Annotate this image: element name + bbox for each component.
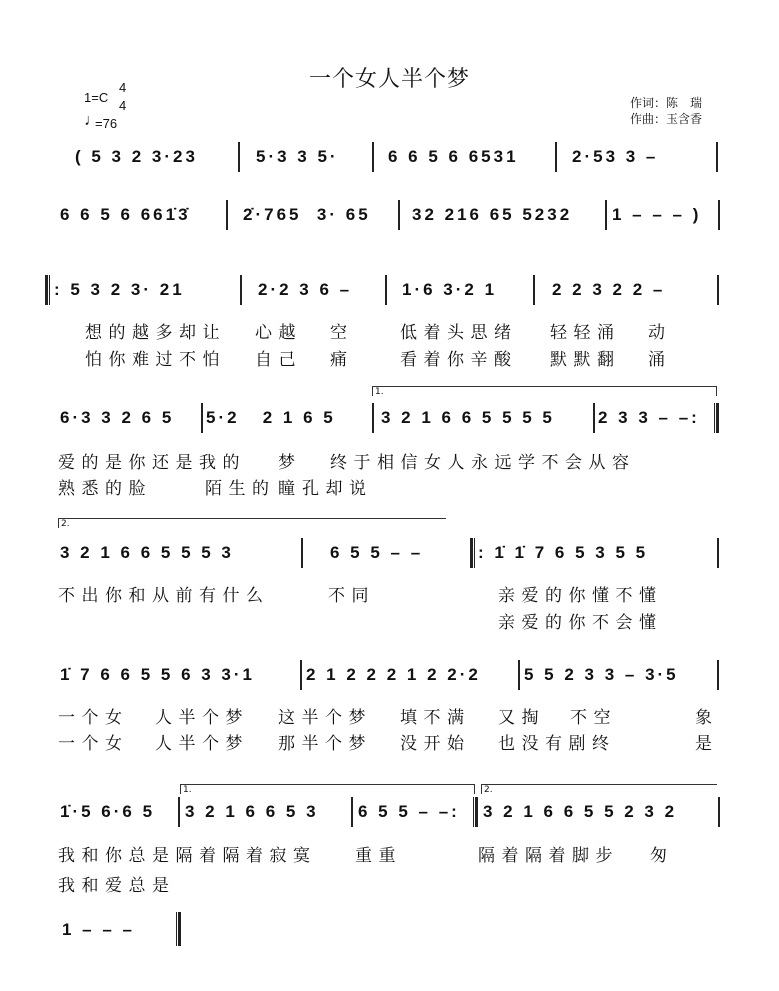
lyric: 瞳: [278, 479, 302, 499]
measure: 1·6 3·2 1: [402, 280, 498, 299]
measure: 1̇·5 6·6 5: [60, 802, 156, 821]
volta-1-bracket: 1.: [180, 784, 475, 794]
lyric: 痛: [330, 350, 354, 370]
measure: 3 2 1 6 6 5 3: [185, 802, 319, 821]
repeat-start: [45, 275, 50, 305]
volta-2-bracket: 2.: [58, 518, 446, 528]
volta-1-bracket: 1.: [372, 386, 717, 396]
tempo: =76: [95, 116, 118, 131]
measure: 2·2 3 6 –: [258, 280, 353, 299]
measure: 2̇·765 3· 65: [243, 205, 371, 224]
barline: [533, 275, 535, 305]
measure: : 1̇ 1̇ 7 6 5 3 5 5: [478, 543, 649, 562]
measure: 1̇ 7 6 6 5 5 6 3 3·1: [60, 665, 255, 684]
lyric: 想的越多却让: [85, 323, 226, 343]
lyric: 也没有剧终: [498, 734, 616, 754]
measure: 2 3 3 – –:: [598, 408, 700, 427]
lyric: 心越: [255, 323, 302, 343]
lyric: 涌: [648, 350, 672, 370]
measure: 1 – – –: [62, 920, 135, 939]
barline: [238, 142, 240, 172]
barline: [372, 403, 374, 433]
lyric: 梦: [278, 453, 302, 473]
lyric: 爱的是你还是我的: [58, 453, 246, 473]
barline: [240, 275, 242, 305]
barline: [518, 660, 520, 690]
measure: 3 2 1 6 6 5 5 2 3 2: [483, 802, 678, 821]
lyric: 亲爱的你懂不懂: [498, 586, 663, 606]
barline: [178, 797, 180, 827]
lyric: 隔着隔着脚步: [478, 846, 619, 866]
lyric: 默默翻: [550, 350, 621, 370]
lyric: 怕你难过不怕: [85, 350, 226, 370]
barline: [718, 797, 720, 827]
measure: 2·53 3 –: [572, 147, 659, 166]
measure: 3 2 1 6 6 5 5 5 3: [60, 543, 234, 562]
lyric: 陌生的: [205, 479, 276, 499]
lyric: 动: [648, 323, 672, 343]
lyric: 这半个梦: [278, 708, 372, 728]
lyric: 那半个梦: [278, 734, 372, 754]
barline: [385, 275, 387, 305]
barline: [351, 797, 353, 827]
lyric: 熟悉的脸: [58, 479, 152, 499]
measure: 5·3 3 5·: [256, 147, 339, 166]
measure: 5·2 2 1 6 5: [206, 408, 336, 427]
barline: [226, 200, 228, 230]
lyric: 不出你和从前有什么: [58, 586, 270, 606]
key-signature: 1=C: [84, 90, 109, 105]
measure: 6 5 5 – –: [330, 543, 424, 562]
barline: [605, 200, 607, 230]
lyric: 看着你辛酸: [400, 350, 518, 370]
lyric: 没开始: [400, 734, 471, 754]
barline: [201, 403, 203, 433]
barline: [717, 660, 719, 690]
final-barline: [176, 912, 181, 946]
lyric: 填不满: [400, 708, 471, 728]
measure: 32 216 65 5232: [412, 205, 573, 224]
lyric: 孔却说: [302, 479, 373, 499]
lyric: 重重: [355, 846, 402, 866]
lyric: 是: [695, 734, 719, 754]
time-signature-top: 4: [119, 80, 127, 95]
barline: [300, 660, 302, 690]
volta-2-bracket: 2.: [481, 784, 717, 794]
measure: 2 1 2 2 2 1 2 2·2: [306, 665, 481, 684]
barline: [555, 142, 557, 172]
barline: [398, 200, 400, 230]
lyric: 低着头思绪: [400, 323, 518, 343]
repeat-end: [473, 797, 478, 827]
quarter-note-icon: ♩: [84, 112, 100, 129]
lyric: 终于相信女人永远学不会从容: [330, 453, 636, 473]
song-title: 一个女人半个梦: [308, 67, 470, 92]
measure: 5 5 2 3 3 – 3·5: [524, 665, 679, 684]
measure: 3 2 1 6 6 5 5 5 5: [381, 408, 555, 427]
lyric: 人半个梦: [155, 734, 249, 754]
composer: 作曲：玉含香: [630, 112, 703, 126]
repeat-end: [714, 403, 719, 433]
measure: : 5 3 2 3· 21: [54, 280, 185, 299]
barline: [372, 142, 374, 172]
lyric: 又掏: [498, 708, 545, 728]
lyric: 不同: [328, 586, 375, 606]
lyric: 象: [695, 708, 719, 728]
lyricist: 作词：陈 瑞: [630, 96, 703, 110]
measure: 6 5 5 – –:: [358, 802, 460, 821]
lyric: 我和爱总是: [58, 876, 176, 896]
lyric: 轻轻涌: [550, 323, 621, 343]
barline: [718, 200, 720, 230]
measure: 6 6 5 6 6531: [388, 147, 519, 166]
measure: 6 6 5 6 661̇3̇: [60, 205, 191, 224]
measure: 1 – – – ): [612, 205, 702, 224]
measure: 2 2 3 2 2 –: [552, 280, 666, 299]
lyric: 一个女: [58, 734, 129, 754]
barline: [717, 538, 719, 568]
repeat-start: [470, 538, 475, 568]
lyric: 自己: [255, 350, 302, 370]
lyric: 匆: [650, 846, 674, 866]
barline: [593, 403, 595, 433]
lyric: 亲爱的你不会懂: [498, 613, 663, 633]
lyric: 空: [330, 323, 354, 343]
barline: [717, 275, 719, 305]
measure: 6·3 3 2 6 5: [60, 408, 175, 427]
barline: [716, 142, 718, 172]
lyric: 不空: [570, 708, 617, 728]
measure: ( 5 3 2 3·23: [75, 147, 198, 166]
lyric: 一个女: [58, 708, 129, 728]
lyric: 我和你总是隔着隔着寂寞: [58, 846, 317, 866]
barline: [301, 538, 303, 568]
time-signature-bottom: 4: [119, 98, 127, 113]
lyric: 人半个梦: [155, 708, 249, 728]
